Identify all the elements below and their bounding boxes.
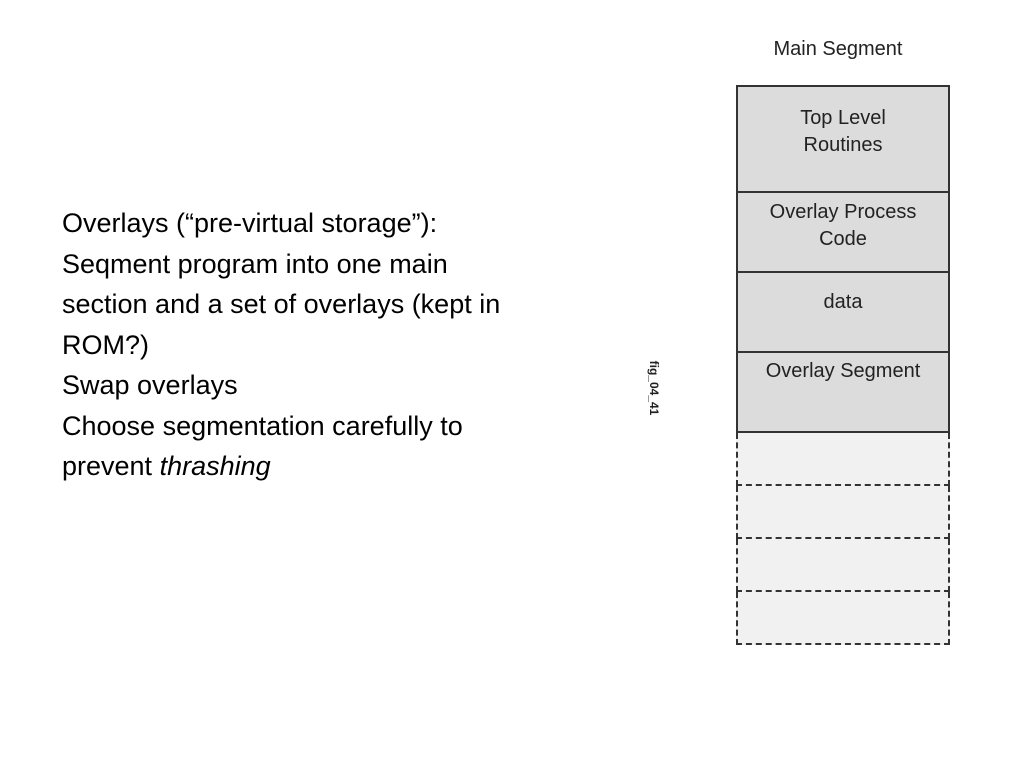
text-line-swap-overlays: Swap overlays (62, 370, 238, 400)
prevent-text: prevent (62, 451, 160, 481)
segment-top-level-routines (736, 85, 950, 193)
segment-data (736, 273, 950, 353)
text-line-segment-program: Seqment program into one main (62, 248, 448, 279)
slide-body-text (62, 203, 632, 487)
segment-label-line1: Overlay Process (769, 201, 917, 223)
figure-label: fig_04_41 (647, 360, 661, 416)
text-line-choose-segmentation: Choose segmentation carefully to (62, 410, 463, 441)
segment-label-line1: Top Level (800, 107, 886, 129)
text-line-rom: ROM?) (62, 329, 149, 360)
segment-label-line1: data (823, 291, 863, 313)
overlay-slot-2 (736, 486, 950, 539)
segment-label-line2: Code (819, 228, 867, 250)
segment-label-line2: Routines (803, 134, 883, 156)
overlay-slot-3 (736, 539, 950, 592)
thrashing-emphasis: thrashing (159, 451, 271, 481)
segment-overlay-segment (736, 353, 950, 433)
diagram-title: Main Segment (773, 38, 903, 60)
memory-stack (736, 85, 950, 645)
segment-overlay-process-code (736, 193, 950, 273)
segment-label-line1: Overlay Segment (765, 360, 921, 382)
text-line-overlays-title: Overlays (“pre-virtual storage”): (62, 208, 438, 238)
text-line-section-overlays: section and a set of overlays (kept in (62, 289, 501, 319)
overlay-slot-4 (736, 592, 950, 645)
overlay-slot-1 (736, 433, 950, 486)
text-line-prevent-thrashing (62, 446, 632, 487)
